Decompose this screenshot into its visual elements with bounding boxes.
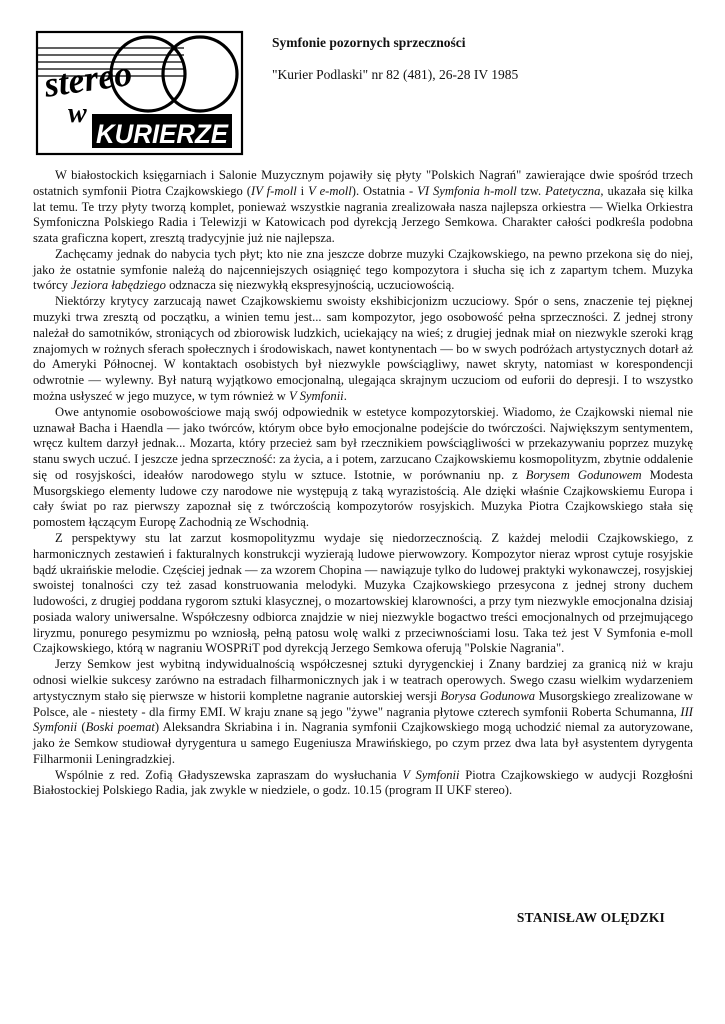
italic-title: V Symfonii [289,388,344,403]
italic-title: Borysa Godunowa [440,688,536,703]
stereo-w-kurierze-logo [34,28,246,158]
paragraph-text: Zachęcamy jednak do nabycia tych płyt; kto nie zna jeszcze dobrze muzyki Czajkowskiego, na pewno przekona się do niej, jako że ostatnie symfonie należą do najcenniejszych osiągnięć tego kompozytora i słucha się ich z zapartym tchem. Muzyka twórcy [33,246,693,293]
italic-title: Patetyczna [545,183,601,198]
paragraph-text: Musorgskiego zrealizowane w Polsce, ale - niestety - dla firmy EMI. W kraju znane są jego "żywe" nagrania płytowe czterech symfonii Roberta Schumanna, [33,688,694,719]
publication-citation: "Kurier Podlaski" nr 82 (481), 26-28 IV 1985 [272,67,519,82]
paragraph-text: tzw. [516,183,546,198]
italic-title: Jeziora łabędziego [71,278,166,293]
article-author: STANISŁAW OLĘDZKI [516,910,665,925]
paragraph-text: W białostockich księgarniach i Salonie Muzycznym pojawiły się płyty "Polskich Nagrań" zawierające dwie spośród trzech ostatnich symfonii Piotra Czajkowskiego ( [33,168,693,198]
paragraph-text: odznacza się niezwykłą ekspresyjnością, uczuciowością. [165,278,455,293]
paragraph-text: Modesta Musorgskiego elementy ludowe czy narodowe nie występują z taką wyrazistością. Ale dzięki właśnie Czajkowskiemu Europa i cały świat po raz pierwszy zapoznał się z twórczością kompozytorów rosyjskich. Muzyka Piotra Czajkowskiego stała się pomostem łączącym Europę Zachodnią ze Wschodnią. [33,467,693,530]
paragraph-text: i [296,183,309,198]
paragraph-text: Piotra Czajkowskiego w audycji Rozgłośni Białostockiej Polskiego Radia, jak zwykle w niedziele, o godz. 10.15 (program II UKF stereo). [33,767,693,798]
article-title: Symfonie pozornych sprzeczności [272,35,466,50]
paragraph-text: ) Aleksandra Skriabina i in. Nagrania symfonii Czajkowskiego mogą uchodzić niemal za autoryzowane, jako że Semkow studiował dyrygentura u samego Eugeniusza Mrawińskiego, po czym przez dwa lata był asystentem dyrygenta Filharmonii Leningradzkiej. [33,720,694,766]
italic-title: V e-moll [308,183,352,198]
article-paragraph [33,405,693,531]
article-paragraph [33,768,693,800]
paragraph-text: Niektórzy krytycy zarzucają nawet Czajkowskiemu swoisty ekshibicjonizm uczuciowy. Spór o sens, znaczenie tej pięknej muzyki trwa zresztą od początku, a winien temu jest... sam kompozytor, jego osobowość pełna sprzeczności. Z jednej strony należał do samotników, stroniących od zbiorowisk ludzkich, uciekający na wieś; z drugiej jednak miał on niezwykle szeroki krąg znajomych w rożnych sferach społecznych i środowiskach, nawet kontynentach — bo w swych podróżach artystycznych dotarł aż do Ameryki Północnej. W kontaktach osobistych był niezwykle powściągliwy, nawet skryty, natomiast w korespondencji odwrotnie — wylewny. Był naturą wyjątkowo emocjonalną, ulegająca skrajnym uczuciom od euforii do depresji. I to wszystko można usłyszeć w jego muzyce, w tym również w [33,294,693,403]
article-paragraph [33,294,693,404]
paragraph-text: Owe antynomie osobowościowe mają swój odpowiednik w estetyce kompozytorskiej. Wiadomo, że Czajkowski niemal nie uznawał Bacha i Haendla — jako twórców, którym obce było emocjonalne podejście do twórczości. Największym sentymentem, wręcz kultem darzył jednak... Mozarta, który przecież sam był rzecznikiem powściągliwości w przekazywaniu poprzez muzykę stanu swych uczuć. I jeszcze jedna sprzeczność: za życia, a i potem, zarzucano Czajkowskiemu kosmopolityzm, zbytnie oddalenie się od rosyjskości, ideałów narodowego stylu w sztuce. Istotnie, w porównaniu np. z [33,404,693,482]
article-paragraph [33,247,693,294]
article-paragraph [33,168,693,247]
article-body [33,168,693,799]
logo-word-kurierze: KURIERZE [96,119,229,149]
italic-title: VI Symfonia h-moll [417,183,517,198]
paragraph-text: Wspólnie z red. Zofią Gładyszewska zapraszam do wysłuchania [55,767,403,782]
italic-title: IV f-moll [251,183,297,198]
italic-title: Borysem Godunowem [525,467,642,482]
italic-title: III Symfonii [33,704,693,735]
paragraph-text: Jerzy Semkow jest wybitną indywidualnością współczesnej sztuki dyrygenckiej i Znany bardziej za granicą niż w kraju odnosi wielkie sukcesy zarówno na estradach filharmonicznych jak i w teatrach operowych. Swego czasu wielkim wydarzeniem artystycznym stało się pierwsze w historii kompletne nagranie autorskiej wersji [33,657,693,703]
italic-title: Boski poemat [85,720,155,735]
paragraph-text: ( [77,720,86,735]
logo-word-stereo: stereo [41,52,135,105]
paragraph-text: , ukazała się kilka lat temu. Te trzy płyty tworzą komplet, ponieważ wszystkie nagrania zrealizowała nasza najlepsza orkiestra — Wielka Orkiestra Symfoniczna Polskiego Radia i Telewizji w Katowicach pod dyrekcją Jerzego Semkowa. Charakter całości podkreśla podobna szata graficzna kopert, zresztą tradycyjnie już nie najlepsza. [33,183,694,246]
article-paragraph [33,531,693,657]
article-paragraph [33,657,693,767]
paragraph-text: . [343,388,347,403]
paragraph-text: Z perspektywy stu lat zarzut kosmopolityzmu wydaje się niedorzecznością. Z każdej melodii Czajkowskiego, z harmonicznych zestawień i fakturalnych konstrukcji wyzierają ludowe pierwowzory. Kompozytor nieraz wprost cytuje rosyjskie bądź ukraińskie melodie. Częściej jednak — za wzorem Chopina — nawiązuje tylko do ludowej praktyki wykonawczej, rosyjskiej swoistej tonalności czy też zasad konstruowania melodyki. Muzyka Czajkowskiego przesycona z jednej strony duchem ludowości, z drugiej poddana rygorom sztuki klasycznej, o mozartowskiej klarowności, a przy tym niezwykle emocjonalna dzisiaj posiada walory uniwersalne. Współczesny odbiorca znajdzie w niej niezwykle bogactwo treści emocjonalnych od przejmującego liryzmu, ponurego pesymizmu po wzniosłą, pełną patosu wolę walki z przeciwnościami losu. Taka też jest V Symfonia e-moll Czajkowskiego, którą w nagraniu WOSPRiT pod dyrekcją Jerzego Semkowa oferują "Polskie Nagrania". [33,530,693,656]
logo-word-w: w [68,98,87,129]
paragraph-text: ). Ostatnia - [351,183,418,198]
italic-title: V Symfonii [402,767,460,782]
